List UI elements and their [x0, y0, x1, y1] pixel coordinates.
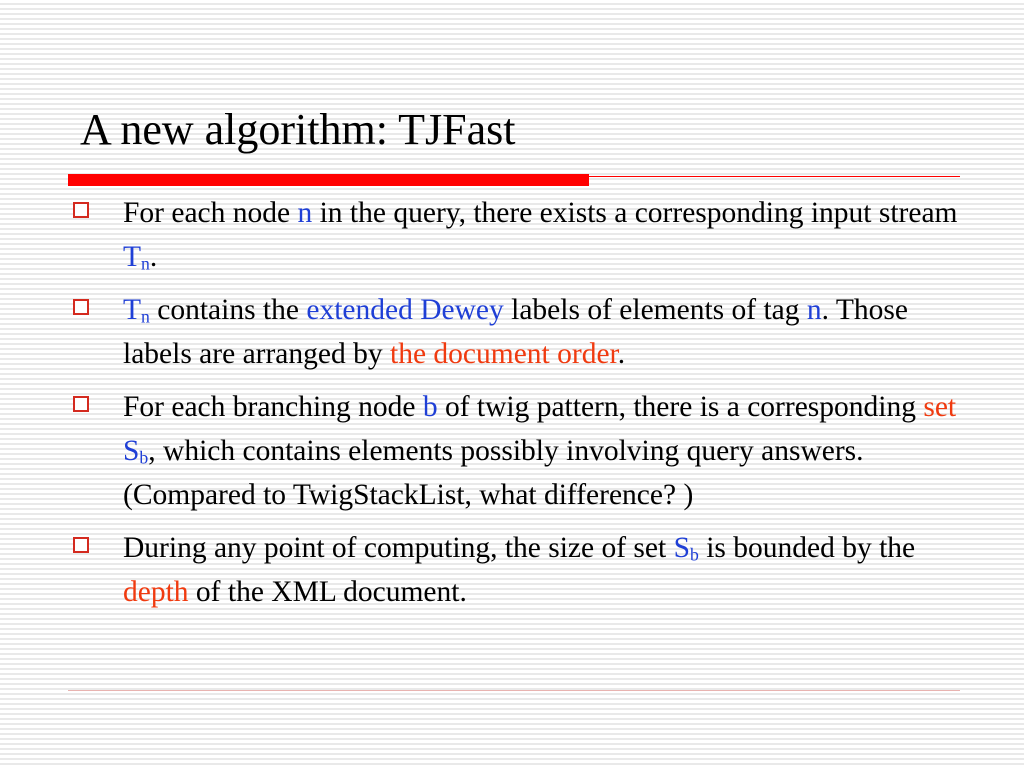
hollow-square-bullet-icon: [73, 299, 89, 315]
bullet-4-text-3: of the XML document.: [188, 576, 467, 608]
bullet-1-stream-sub: n: [141, 253, 150, 274]
bullet-2-stream-sub: n: [141, 306, 150, 327]
hollow-square-bullet-icon: [73, 537, 89, 553]
bullet-2-text-3: . Those labels are arranged by: [123, 294, 908, 370]
bullet-item-1: [73, 191, 983, 279]
bullet-item-4: [73, 526, 983, 614]
bullet-2-tag-n: n: [806, 294, 822, 326]
title-underline-thick: [68, 174, 589, 186]
bullet-4-set-S: S: [673, 532, 690, 564]
bullet-1-text-2: in the query, there exists a corresponding input stream: [312, 197, 958, 229]
bullet-item-2: [73, 288, 983, 376]
bullet-2-document-order: the document order: [390, 338, 618, 370]
bullet-3-text-1: For each branching node: [123, 391, 423, 423]
slide-title: A new algorithm: TJFast: [80, 105, 516, 154]
footer-divider: [68, 690, 960, 691]
bullet-4-text-2: is bounded by the: [698, 532, 916, 564]
title-underline-thin: [589, 176, 960, 177]
bullet-4-text-1: During any point of computing, the size of set: [123, 532, 674, 564]
bullet-4-depth: depth: [123, 576, 189, 608]
bullet-list: [73, 191, 983, 623]
bullet-1-text-3: .: [149, 241, 158, 273]
bullet-2-extended-dewey: extended Dewey: [306, 294, 504, 326]
bullet-2-text-2: labels of elements of tag: [503, 294, 807, 326]
bullet-3-node-b: b: [422, 391, 438, 423]
title-underline: [68, 174, 960, 186]
bullet-2-text-1: contains the: [149, 294, 307, 326]
bullet-1-text-1: For each node: [123, 197, 298, 229]
hollow-square-bullet-icon: [73, 396, 89, 412]
bullet-1-node-n: n: [297, 197, 313, 229]
bullet-3-set-sub: b: [139, 447, 149, 468]
bullet-3-text-2: of twig pattern, there is a corresponding: [437, 391, 924, 423]
bullet-3-set-S: S: [123, 435, 140, 467]
bullet-2-stream-T: T: [123, 294, 142, 326]
bullet-2-text-4: .: [617, 338, 626, 370]
bullet-3-set-word: set: [923, 391, 957, 423]
hollow-square-bullet-icon: [73, 202, 89, 218]
bullet-3-text-3: , which contains elements possibly involving query answers. (Compared to TwigStackList, what difference? ): [123, 435, 864, 511]
bullet-item-3: [73, 385, 983, 517]
bullet-1-stream-T: T: [123, 241, 142, 273]
bullet-4-set-sub: b: [689, 544, 699, 565]
